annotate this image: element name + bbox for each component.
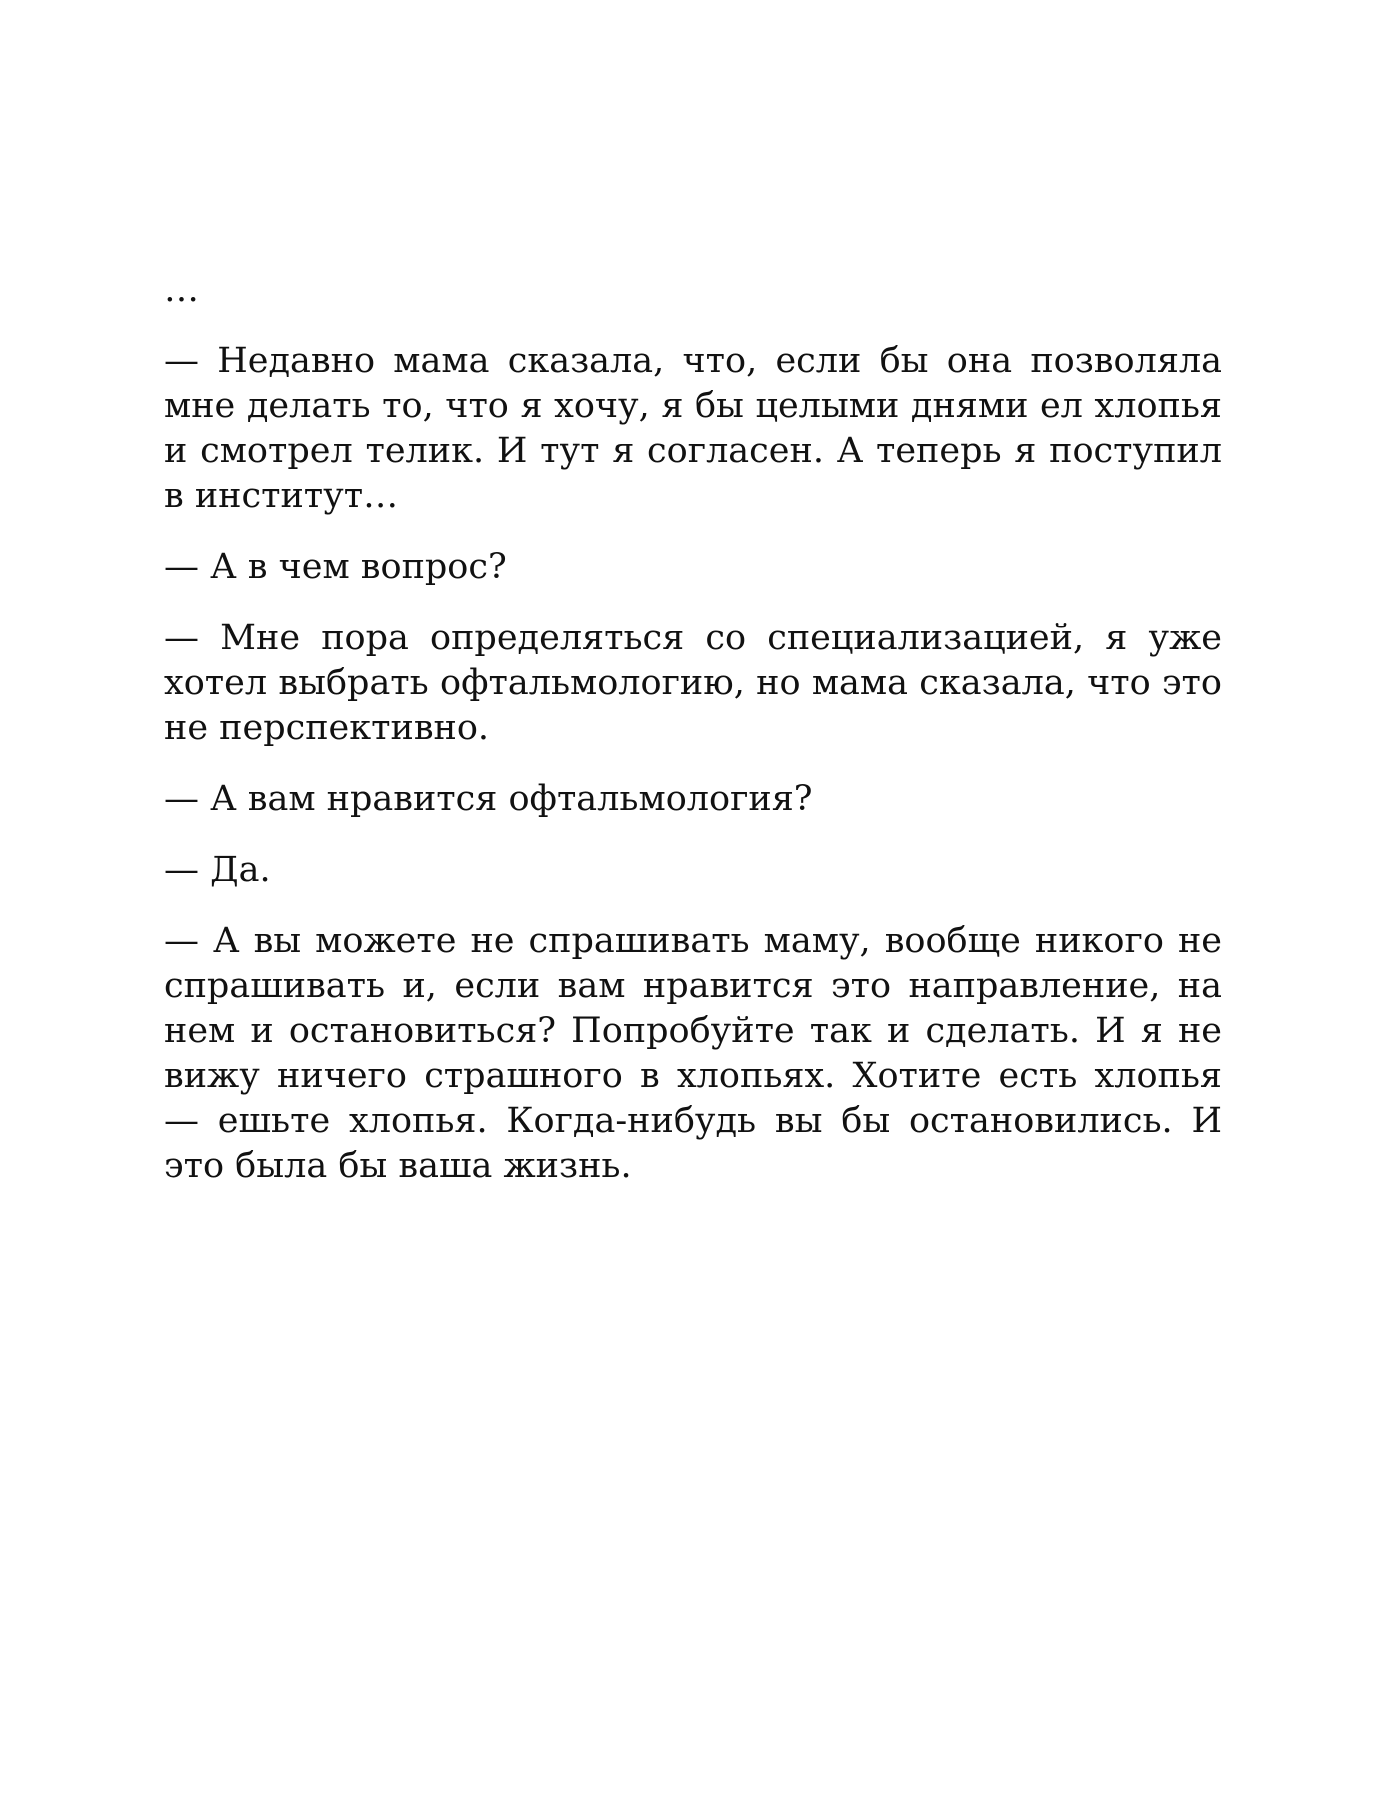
paragraph-5: — Да. [164, 850, 271, 890]
paragraph-6: — А вы можете не спрашивать маму, вообще никого не спрашивать и, если вам нравится это направление, на нем и остановиться? Попробуйте так и сделать. И я не вижу ничего страшного в хлопьях. Хотите есть хлопья — ешьте хлопья. Когда-нибудь вы бы остановились. И это была бы ваша жизнь. [164, 921, 1222, 1186]
paragraph-2: — А в чем вопрос? [164, 547, 507, 587]
document-page [164, 268, 1222, 1215]
paragraph-1: — Недавно мама сказала, что, если бы она позволяла мне делать то, что я хочу, я бы целыми днями ел хлопья и смотрел телик. И тут я согласен. А теперь я поступил в институт… [164, 341, 1222, 516]
paragraph-4: — А вам нравится офтальмология? [164, 779, 813, 819]
paragraph-3: — Мне пора определяться со специализацией, я уже хотел выбрать офтальмологию, но мама сказала, что это не перспективно. [164, 618, 1222, 748]
ellipsis-paragraph: … [164, 270, 199, 310]
